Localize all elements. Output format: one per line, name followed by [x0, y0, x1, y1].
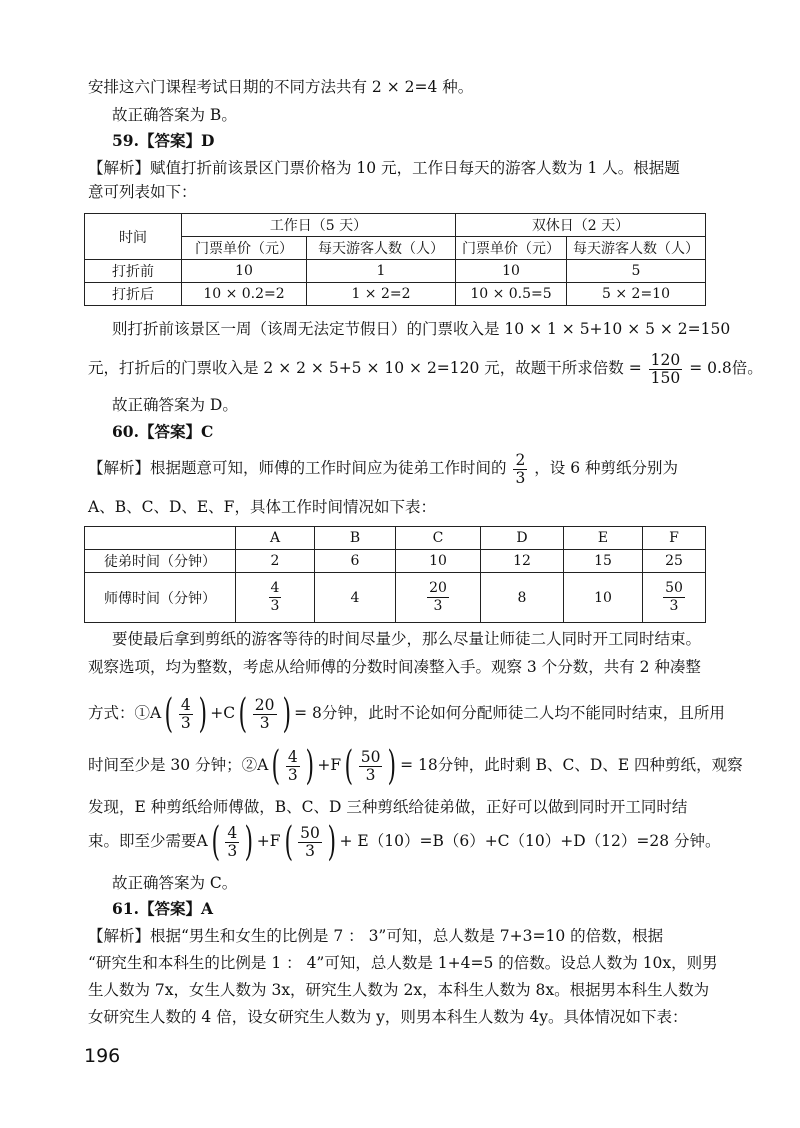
- table-cell: 5: [567, 260, 706, 283]
- q60-analysis-cont: A、B、C、D、E、F，具体工作时间情况如下表：: [88, 498, 436, 516]
- table-cell: 15: [564, 550, 643, 573]
- fraction-denominator: 150: [650, 368, 681, 387]
- q59-computation-cont: [88, 349, 763, 387]
- table-cell: [396, 573, 481, 623]
- text-segment: +C: [210, 704, 236, 722]
- table-header-visitors: 每天游客人数（人）: [307, 237, 456, 260]
- fraction-denominator: 3: [515, 468, 526, 487]
- fraction: [179, 697, 193, 732]
- q59-answer: 故正确答案为 D。: [112, 396, 238, 414]
- text-segment: = 18分钟，此时剩 B、C、D、E 四种剪纸，观察: [400, 756, 743, 774]
- table-header: E: [564, 527, 643, 550]
- fraction-denominator: 3: [305, 841, 315, 860]
- fraction-numerator: 4: [227, 823, 238, 842]
- table-cell: 4: [315, 573, 396, 623]
- table-row: [85, 573, 706, 623]
- fraction-numerator: 50: [360, 747, 381, 766]
- table-header-time: 时间: [85, 214, 182, 260]
- fraction-numerator: 4: [270, 580, 280, 596]
- fraction-denominator: 3: [270, 598, 280, 614]
- fraction-numerator: 20: [254, 695, 275, 714]
- table-cell: 10: [182, 260, 307, 283]
- table-header-weekend: 双休日（2 天）: [456, 214, 706, 237]
- table-cell: 10: [456, 260, 567, 283]
- q60-answer-label: 60.【答案】C: [112, 422, 214, 441]
- table-header: C: [396, 527, 481, 550]
- table-header: F: [643, 527, 706, 550]
- table-cell: 10: [396, 550, 481, 573]
- q59-analysis-cont: 意可列表如下：: [88, 183, 197, 201]
- table-cell: [643, 573, 706, 623]
- fraction: [253, 697, 277, 732]
- q60-paragraph: 要使最后拿到剪纸的游客等待的时间尽量少，那么尽量让师徒二人同时开工同时结束。: [112, 630, 702, 648]
- answer-line: 故正确答案为 B。: [112, 106, 237, 124]
- q59-computation: 则打折前该景区一周（该周无法定节假日）的门票收入是 10 × 1 × 5+10 × 5 × 2=150: [112, 320, 731, 338]
- parenthesized-fraction: ( $\frac{4}{3}$ ): [211, 819, 254, 865]
- fraction: [359, 749, 383, 784]
- table-cell: 1: [307, 260, 456, 283]
- text-segment: +F: [317, 756, 342, 774]
- fraction: [427, 580, 449, 615]
- table-header-empty: [85, 527, 236, 550]
- table-header-weekday: 工作日（5 天）: [182, 214, 456, 237]
- fraction: [286, 749, 300, 784]
- table-header: A: [236, 527, 315, 550]
- table-cell: 6: [315, 550, 396, 573]
- fraction-denominator: 3: [365, 765, 376, 784]
- table-row: [85, 283, 706, 306]
- row-label: 师傅时间（分钟）: [85, 573, 236, 623]
- q60-method-2: [88, 742, 743, 792]
- table-header-price: 门票单价（元）: [182, 237, 307, 260]
- fraction-denominator: 3: [287, 765, 298, 784]
- q59-analysis: 【解析】赋值打折前该景区门票价格为 10 元，工作日每天的游客人数为 1 人。根据题: [88, 159, 680, 177]
- table-row: [85, 550, 706, 573]
- text-segment: + E（10）=B（6）+C（10）+D（12）=28 分钟。: [339, 832, 721, 850]
- page-number: 196: [84, 1045, 121, 1067]
- fraction: [649, 352, 683, 387]
- parenthesized-fraction: ( $\frac{4}{3}$ ): [164, 691, 207, 737]
- table-header: B: [315, 527, 396, 550]
- text-segment: ，设 6 种剪纸分别为: [534, 459, 678, 477]
- fraction-numerator: 50: [665, 580, 683, 596]
- q61-analysis: “研究生和本科生的比例是 1 ： 4”可知，总人数是 1+4=5 的倍数。设总人数为 10x，则男: [88, 954, 718, 972]
- fraction: [269, 580, 282, 615]
- fraction-numerator: 4: [287, 747, 298, 766]
- q60-paragraph: 观察选项，均为整数，考虑从给师傅的分数时间凑整入手。观察 3 个分数，共有 2 种凑整: [88, 658, 701, 676]
- table-cell: 10 × 0.5=5: [456, 283, 567, 306]
- fraction-numerator: 4: [180, 695, 191, 714]
- text-segment: 元，打折后的门票收入是 2 × 2 × 5+5 × 10 × 2=120 元，故题干所求倍数 =: [88, 359, 642, 377]
- fraction-numerator: 2: [515, 450, 526, 469]
- parenthesized-fraction: ( $\frac{4}{3}$ ): [271, 743, 314, 789]
- text-segment: = 0.8倍。: [689, 359, 763, 377]
- table-cell: 2: [236, 550, 315, 573]
- table-header-visitors: 每天游客人数（人）: [567, 237, 706, 260]
- text-segment: 【解析】根据题意可知，师傅的工作时间应为徒弟工作时间的: [88, 459, 507, 477]
- q60-method-1: [88, 690, 725, 740]
- fraction-numerator: 20: [429, 580, 447, 596]
- fraction: [225, 825, 239, 860]
- table-cell: 8: [481, 573, 564, 623]
- table-cell: [236, 573, 315, 623]
- parenthesized-fraction: ( $\frac{20}{3}$ ): [238, 691, 291, 737]
- q60-answer: 故正确答案为 C。: [112, 874, 238, 892]
- q60-method-3: [88, 818, 721, 868]
- q61-analysis: 女研究生人数的 4 倍，设女研究生人数为 y，则男本科生人数为 4y。具体情况如下表：: [88, 1008, 688, 1026]
- fraction: [663, 580, 685, 615]
- table-cell: 1 × 2=2: [307, 283, 456, 306]
- table-header-price: 门票单价（元）: [456, 237, 567, 260]
- fraction-numerator: 50: [300, 823, 320, 842]
- parenthesized-fraction: ( $\frac{50}{3}$ ): [344, 743, 397, 789]
- text-segment: = 8分钟，此时不论如何分配师徒二人均不能同时结束，且所用: [294, 704, 725, 722]
- fraction-numerator: 120: [650, 350, 681, 369]
- fraction-denominator: 3: [669, 598, 679, 614]
- table-header: D: [481, 527, 564, 550]
- q60-paragraph: 发现，E 种剪纸给师傅做，B、C、D 三种剪纸给徒弟做，正好可以做到同时开工同时结: [88, 798, 688, 816]
- q59-table: [84, 213, 706, 306]
- table-cell: 5 × 2=10: [567, 283, 706, 306]
- text-segment: 方式：①A: [88, 704, 162, 722]
- row-label: 徒弟时间（分钟）: [85, 550, 236, 573]
- q61-answer-label: 61.【答案】A: [112, 899, 213, 918]
- table-cell: 10 × 0.2=2: [182, 283, 307, 306]
- q60-analysis: [88, 449, 718, 487]
- fraction-denominator: 3: [433, 598, 443, 614]
- table-cell: 12: [481, 550, 564, 573]
- fraction: [513, 452, 527, 487]
- row-label: 打折后: [85, 283, 182, 306]
- parenthesized-fraction: ( $\frac{50}{3}$ ): [284, 819, 336, 865]
- q60-table: [84, 526, 706, 623]
- q59-answer-label: 59.【答案】D: [112, 131, 215, 150]
- fraction: [298, 825, 322, 860]
- table-cell: 10: [564, 573, 643, 623]
- table-row: [85, 260, 706, 283]
- text-segment: 时间至少是 30 分钟；②A: [88, 756, 269, 774]
- fraction-denominator: 3: [227, 841, 238, 860]
- text-line: 安排这六门课程考试日期的不同方法共有 2 × 2=4 种。: [88, 78, 474, 96]
- row-label: 打折前: [85, 260, 182, 283]
- q61-analysis: 【解析】根据“男生和女生的比例是 7 ： 3”可知，总人数是 7+3=10 的倍数，根据: [88, 927, 664, 945]
- text-segment: 束。即至少需要A: [88, 832, 208, 850]
- q61-analysis: 生人数为 7x，女生人数为 3x，研究生人数为 2x，本科生人数为 8x。根据男本科生人数为: [88, 981, 710, 999]
- fraction-denominator: 3: [259, 713, 270, 732]
- fraction-denominator: 3: [180, 713, 191, 732]
- text-segment: +F: [256, 832, 281, 850]
- table-cell: 25: [643, 550, 706, 573]
